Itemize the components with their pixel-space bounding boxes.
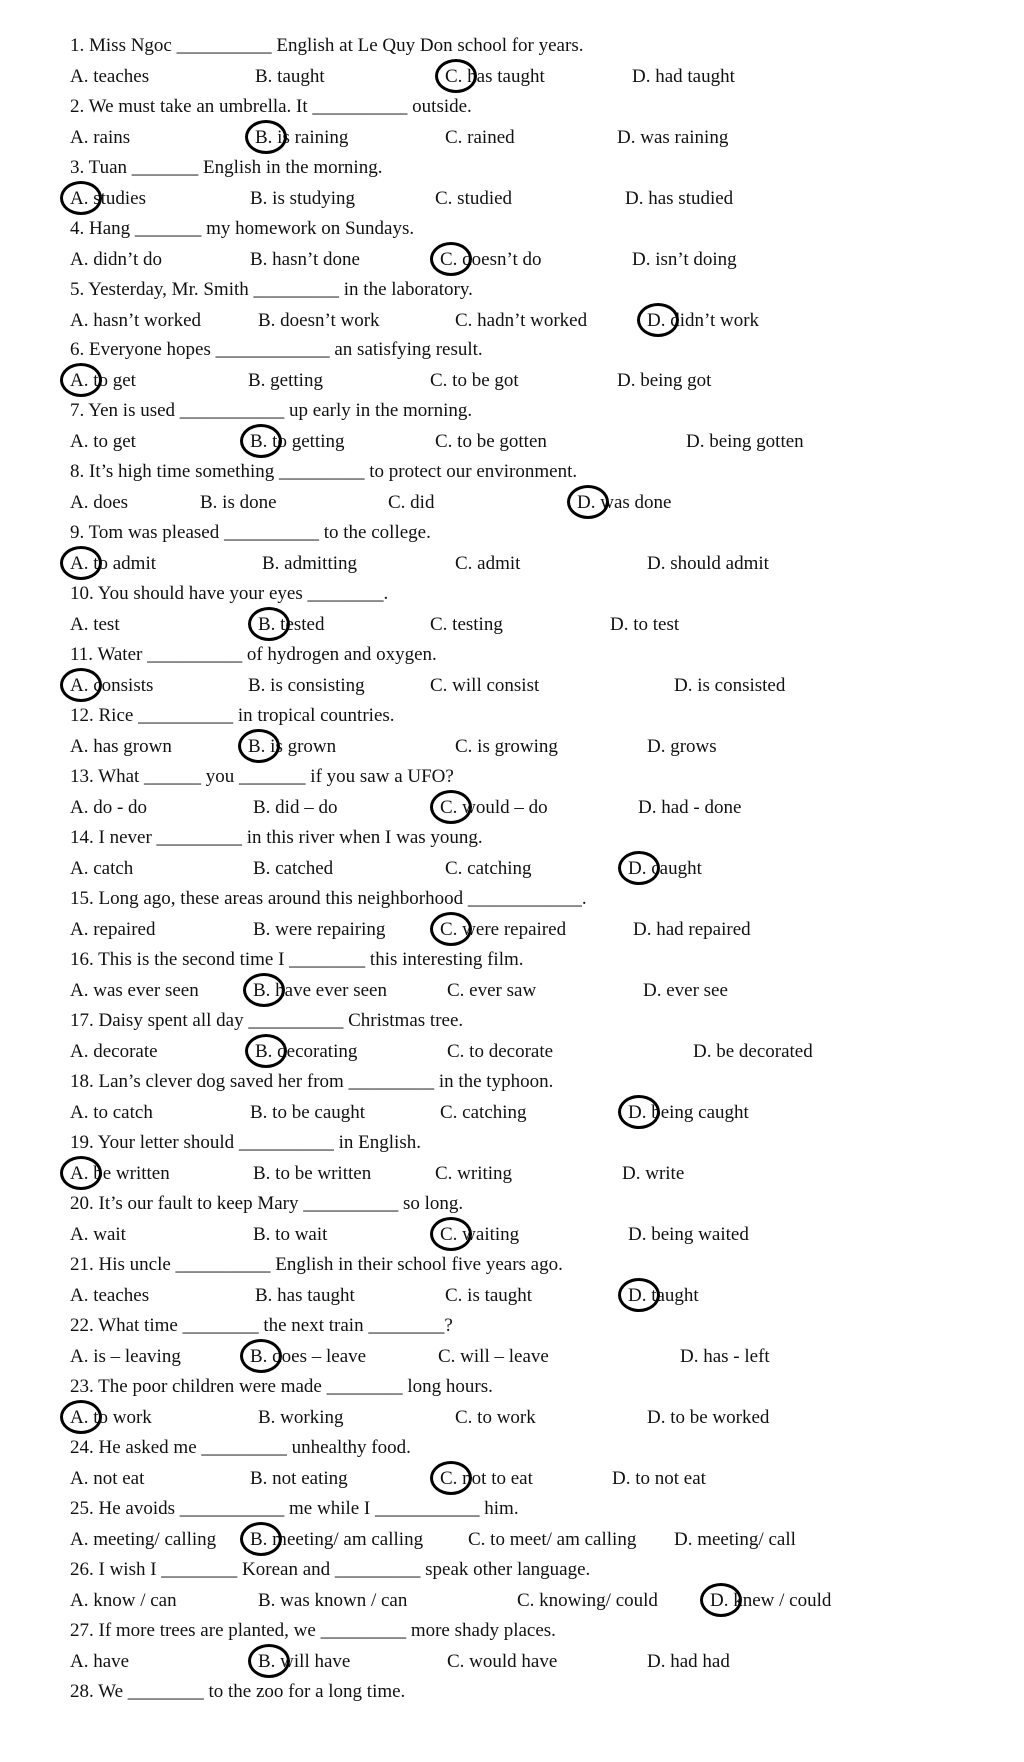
- option-b[interactable]: B. is consisting: [248, 675, 365, 696]
- answer-options: [0, 917, 1024, 943]
- option-a[interactable]: A. to get: [70, 431, 136, 452]
- question-text: 10. You should have your eyes ________.: [70, 583, 389, 604]
- question-row: [0, 398, 1024, 424]
- option-b[interactable]: B. working: [258, 1407, 344, 1428]
- option-a[interactable]: A. catch: [70, 858, 134, 879]
- option-d[interactable]: D. ever see: [643, 980, 728, 1001]
- option-d[interactable]: D. isn’t doing: [632, 249, 737, 270]
- option-d[interactable]: D. taught: [628, 1285, 699, 1306]
- question-text: 14. I never _________ in this river when I was young.: [70, 827, 483, 848]
- question-row: [0, 520, 1024, 546]
- question-row: [0, 1618, 1024, 1644]
- option-c[interactable]: C. is growing: [455, 736, 558, 757]
- option-c[interactable]: C. writing: [435, 1163, 513, 1184]
- option-a[interactable]: A. consists: [70, 675, 154, 696]
- option-c[interactable]: C. is taught: [445, 1285, 533, 1306]
- option-d[interactable]: D. being waited: [628, 1224, 749, 1245]
- answer-options: [0, 1344, 1024, 1370]
- option-a[interactable]: A. is – leaving: [70, 1346, 181, 1367]
- answer-options: [0, 1405, 1024, 1431]
- question-text: 5. Yesterday, Mr. Smith _________ in the laboratory.: [70, 279, 473, 300]
- option-b[interactable]: B. has taught: [255, 1285, 355, 1306]
- option-b[interactable]: B. did – do: [253, 797, 338, 818]
- answer-options: [0, 673, 1024, 699]
- option-b[interactable]: B. is studying: [250, 188, 356, 209]
- question-text: 27. If more trees are planted, we _________ more shady places.: [70, 1620, 556, 1641]
- question-text: 13. What ______ you _______ if you saw a UFO?: [70, 766, 454, 787]
- option-d[interactable]: D. should admit: [647, 553, 769, 574]
- option-c[interactable]: C. to decorate: [447, 1041, 554, 1062]
- option-a[interactable]: A. hasn’t worked: [70, 310, 202, 331]
- option-c[interactable]: C. testing: [430, 614, 503, 635]
- option-c[interactable]: C. to be gotten: [435, 431, 547, 452]
- option-a[interactable]: A. rains: [70, 127, 131, 148]
- option-a[interactable]: A. didn’t do: [70, 249, 163, 270]
- answer-options: [0, 1466, 1024, 1492]
- option-d[interactable]: D. being caught: [628, 1102, 749, 1123]
- option-b[interactable]: B. have ever seen: [253, 980, 387, 1001]
- option-c[interactable]: C. studied: [435, 188, 513, 209]
- question-row: [0, 1374, 1024, 1400]
- answer-options: [0, 1100, 1024, 1126]
- option-c[interactable]: C. ever saw: [447, 980, 537, 1001]
- question-text: 23. The poor children were made ________ long hours.: [70, 1376, 493, 1397]
- option-a[interactable]: A. know / can: [70, 1590, 177, 1611]
- option-c[interactable]: C. will consist: [430, 675, 540, 696]
- option-d[interactable]: D. had had: [647, 1651, 730, 1672]
- option-c[interactable]: C. catching: [440, 1102, 527, 1123]
- option-c[interactable]: C. to meet/ am calling: [468, 1529, 637, 1550]
- option-d[interactable]: D. grows: [647, 736, 717, 757]
- question-text: 21. His uncle __________ English in their school five years ago.: [70, 1254, 563, 1275]
- question-text: 20. It’s our fault to keep Mary __________ so long.: [70, 1193, 464, 1214]
- question-row: [0, 947, 1024, 973]
- option-d[interactable]: D. has studied: [625, 188, 734, 209]
- option-d[interactable]: D. meeting/ call: [674, 1529, 796, 1550]
- option-b[interactable]: B. were repairing: [253, 919, 386, 940]
- option-b[interactable]: B. hasn’t done: [250, 249, 360, 270]
- answer-options: [0, 612, 1024, 638]
- question-text: 7. Yen is used ___________ up early in the morning.: [70, 400, 473, 421]
- question-text: 28. We ________ to the zoo for a long time.: [70, 1681, 406, 1702]
- question-row: [0, 825, 1024, 851]
- option-a[interactable]: A. repaired: [70, 919, 156, 940]
- answer-options: [0, 856, 1024, 882]
- question-row: [0, 581, 1024, 607]
- answer-options: [0, 429, 1024, 455]
- option-a[interactable]: A. does: [70, 492, 129, 513]
- option-c[interactable]: C. rained: [445, 127, 515, 148]
- option-b[interactable]: B. to be caught: [250, 1102, 366, 1123]
- option-a[interactable]: A. to work: [70, 1407, 152, 1428]
- answer-options: [0, 795, 1024, 821]
- question-row: [0, 1435, 1024, 1461]
- option-c[interactable]: C. hadn’t worked: [455, 310, 588, 331]
- option-b[interactable]: B. not eating: [250, 1468, 348, 1489]
- option-d[interactable]: D. to test: [610, 614, 680, 635]
- option-d[interactable]: D. be decorated: [693, 1041, 813, 1062]
- question-text: 11. Water __________ of hydrogen and oxygen.: [70, 644, 437, 665]
- question-row: [0, 459, 1024, 485]
- question-row: [0, 1069, 1024, 1095]
- option-a[interactable]: A. to admit: [70, 553, 157, 574]
- option-c[interactable]: C. doesn’t do: [440, 249, 542, 270]
- option-a[interactable]: A. teaches: [70, 1285, 150, 1306]
- question-row: [0, 764, 1024, 790]
- question-text: 26. I wish I ________ Korean and _________ speak other language.: [70, 1559, 591, 1580]
- question-row: [0, 1130, 1024, 1156]
- answer-options: [0, 1283, 1024, 1309]
- option-a[interactable]: A. not eat: [70, 1468, 145, 1489]
- option-d[interactable]: D. had taught: [632, 66, 735, 87]
- question-row: [0, 1557, 1024, 1583]
- answer-options: [0, 734, 1024, 760]
- question-row: [0, 216, 1024, 242]
- option-a[interactable]: A. teaches: [70, 66, 150, 87]
- option-b[interactable]: B. doesn’t work: [258, 310, 380, 331]
- answer-options: [0, 247, 1024, 273]
- option-a[interactable]: A. do - do: [70, 797, 148, 818]
- option-b[interactable]: B. tested: [258, 614, 325, 635]
- answer-options: [0, 1649, 1024, 1675]
- question-row: [0, 1679, 1024, 1705]
- option-c[interactable]: C. were repaired: [440, 919, 567, 940]
- question-text: 6. Everyone hopes ____________ an satisfying result.: [70, 339, 483, 360]
- option-b[interactable]: B. is raining: [255, 127, 349, 148]
- option-c[interactable]: C. to be got: [430, 370, 519, 391]
- option-a[interactable]: A. decorate: [70, 1041, 158, 1062]
- option-b[interactable]: B. is done: [200, 492, 277, 513]
- option-b[interactable]: B. decorating: [255, 1041, 358, 1062]
- answer-options: [0, 1222, 1024, 1248]
- question-text: 2. We must take an umbrella. It __________ outside.: [70, 96, 472, 117]
- option-b[interactable]: B. is grown: [248, 736, 337, 757]
- question-row: [0, 337, 1024, 363]
- option-b[interactable]: B. meeting/ am calling: [250, 1529, 424, 1550]
- option-b[interactable]: B. getting: [248, 370, 323, 391]
- question-row: [0, 1008, 1024, 1034]
- question-text: 4. Hang _______ my homework on Sundays.: [70, 218, 415, 239]
- answer-options: [0, 186, 1024, 212]
- option-b[interactable]: B. catched: [253, 858, 334, 879]
- answer-options: [0, 1161, 1024, 1187]
- question-row: [0, 642, 1024, 668]
- question-row: [0, 1496, 1024, 1522]
- answer-options: [0, 368, 1024, 394]
- option-c[interactable]: C. not to eat: [440, 1468, 533, 1489]
- option-d[interactable]: D. caught: [628, 858, 702, 879]
- option-d[interactable]: D. being got: [617, 370, 712, 391]
- answer-options: [0, 1588, 1024, 1614]
- option-b[interactable]: B. to wait: [253, 1224, 328, 1245]
- option-c[interactable]: C. would have: [447, 1651, 558, 1672]
- option-d[interactable]: D. being gotten: [686, 431, 804, 452]
- option-c[interactable]: C. will – leave: [438, 1346, 549, 1367]
- answer-options: [0, 490, 1024, 516]
- question-row: [0, 1191, 1024, 1217]
- option-b[interactable]: B. does – leave: [250, 1346, 367, 1367]
- option-b[interactable]: B. taught: [255, 66, 325, 87]
- option-a[interactable]: A. wait: [70, 1224, 126, 1245]
- question-row: [0, 1313, 1024, 1339]
- option-c[interactable]: C. knowing/ could: [517, 1590, 658, 1611]
- option-c[interactable]: C. to work: [455, 1407, 536, 1428]
- option-a[interactable]: A. be written: [70, 1163, 170, 1184]
- option-a[interactable]: A. have: [70, 1651, 130, 1672]
- question-text: 3. Tuan _______ English in the morning.: [70, 157, 383, 178]
- option-d[interactable]: D. to not eat: [612, 1468, 706, 1489]
- option-d[interactable]: D. was raining: [617, 127, 729, 148]
- question-row: [0, 886, 1024, 912]
- answer-options: [0, 125, 1024, 151]
- question-text: 15. Long ago, these areas around this neighborhood ____________.: [70, 888, 587, 909]
- option-a[interactable]: A. to get: [70, 370, 136, 391]
- option-b[interactable]: B. to be written: [253, 1163, 372, 1184]
- option-c[interactable]: C. catching: [445, 858, 532, 879]
- option-d[interactable]: D. has - left: [680, 1346, 770, 1367]
- option-d[interactable]: D. was done: [577, 492, 672, 513]
- question-text: 9. Tom was pleased __________ to the college.: [70, 522, 431, 543]
- option-b[interactable]: B. will have: [258, 1651, 351, 1672]
- option-a[interactable]: A. to catch: [70, 1102, 153, 1123]
- option-a[interactable]: A. was ever seen: [70, 980, 199, 1001]
- question-text: 24. He asked me _________ unhealthy food.: [70, 1437, 411, 1458]
- option-d[interactable]: D. had repaired: [633, 919, 751, 940]
- question-text: 22. What time ________ the next train ________?: [70, 1315, 453, 1336]
- option-c[interactable]: C. admit: [455, 553, 521, 574]
- answer-options: [0, 1527, 1024, 1553]
- question-text: 17. Daisy spent all day __________ Christmas tree.: [70, 1010, 464, 1031]
- question-text: 1. Miss Ngoc __________ English at Le Quy Don school for years.: [70, 35, 584, 56]
- option-d[interactable]: D. knew / could: [710, 1590, 832, 1611]
- answer-options: [0, 308, 1024, 334]
- question-row: [0, 277, 1024, 303]
- option-a[interactable]: A. test: [70, 614, 120, 635]
- question-row: [0, 1252, 1024, 1278]
- option-a[interactable]: A. studies: [70, 188, 146, 209]
- question-text: 12. Rice __________ in tropical countries.: [70, 705, 395, 726]
- option-c[interactable]: C. did: [388, 492, 435, 513]
- question-text: 16. This is the second time I ________ this interesting film.: [70, 949, 524, 970]
- option-c[interactable]: C. has taught: [445, 66, 545, 87]
- option-b[interactable]: B. to getting: [250, 431, 345, 452]
- option-b[interactable]: B. admitting: [262, 553, 357, 574]
- option-b[interactable]: B. was known / can: [258, 1590, 408, 1611]
- answer-options: [0, 1039, 1024, 1065]
- option-c[interactable]: C. would – do: [440, 797, 548, 818]
- option-a[interactable]: A. has grown: [70, 736, 172, 757]
- option-d[interactable]: D. had - done: [638, 797, 742, 818]
- option-d[interactable]: D. is consisted: [674, 675, 786, 696]
- question-text: 25. He avoids ___________ me while I ___________ him.: [70, 1498, 519, 1519]
- option-d[interactable]: D. to be worked: [647, 1407, 770, 1428]
- question-row: [0, 155, 1024, 181]
- question-row: [0, 33, 1024, 59]
- option-c[interactable]: C. waiting: [440, 1224, 520, 1245]
- option-d[interactable]: D. write: [622, 1163, 685, 1184]
- question-text: 18. Lan’s clever dog saved her from _________ in the typhoon.: [70, 1071, 554, 1092]
- question-row: [0, 94, 1024, 120]
- option-a[interactable]: A. meeting/ calling: [70, 1529, 217, 1550]
- answer-options: [0, 551, 1024, 577]
- answer-options: [0, 64, 1024, 90]
- question-row: [0, 703, 1024, 729]
- question-text: 8. It’s high time something _________ to protect our environment.: [70, 461, 578, 482]
- option-d[interactable]: D. didn’t work: [647, 310, 760, 331]
- answer-options: [0, 978, 1024, 1004]
- question-text: 19. Your letter should __________ in English.: [70, 1132, 421, 1153]
